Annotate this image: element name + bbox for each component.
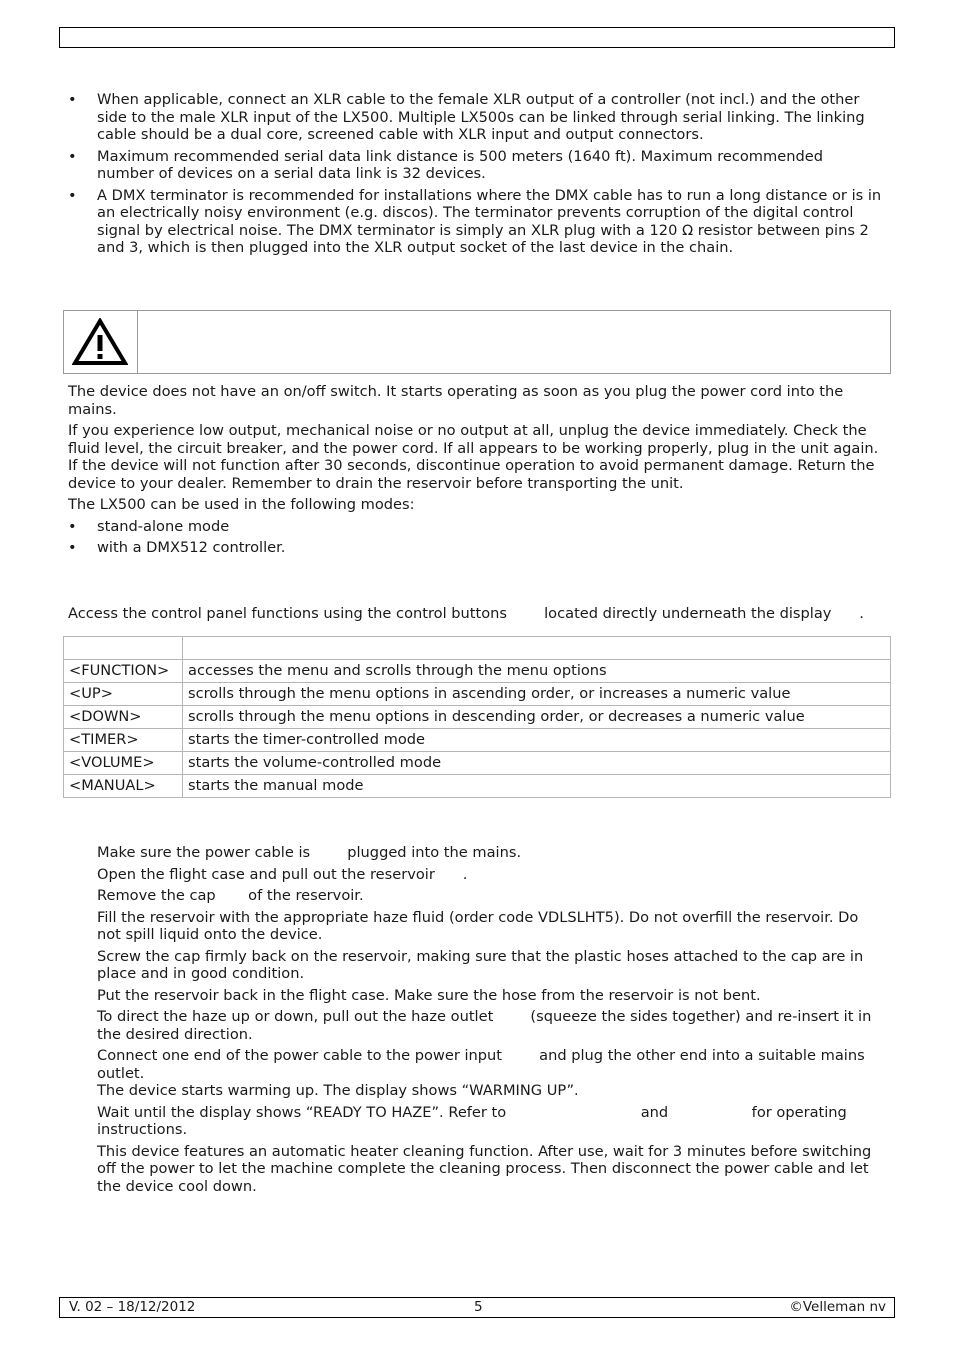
list-item xyxy=(68,91,883,144)
table-row xyxy=(64,729,891,752)
bullet-list-dmx xyxy=(68,91,883,261)
list-item-text: stand-alone mode xyxy=(97,517,230,535)
list-item xyxy=(68,187,883,257)
header-box xyxy=(59,27,895,48)
table-row xyxy=(64,706,891,729)
list-item-text: A DMX terminator is recommended for installations where the DMX cable has to run a long distance or is in an electrically noisy environment (e.g. discos). The terminator prevents corruption of the digital control signal by electrical noise. The DMX terminator is simply an XLR plug with a 120 Ω resistor between pins 2 and 3, which is then plugged into the XLR output socket of the last device in the chain. xyxy=(97,186,882,256)
table-cell-desc: starts the manual mode xyxy=(183,775,891,798)
bullet-dot: • xyxy=(68,186,77,204)
list-item xyxy=(68,148,883,183)
step-item: Wait until the display shows “READY TO HAZE”. Refer to and for operating instructions. xyxy=(97,1103,852,1138)
step-item: Connect one end of the power cable to the power input and plug the other end into a suitable mains outlet. The device starts warming up. The display shows “WARMING UP”. xyxy=(97,1047,865,1099)
step-item: Remove the cap of the reservoir. xyxy=(97,887,364,904)
list-item-text: Maximum recommended serial data link distance is 500 meters (1640 ft). Maximum recommended number of devices on a serial data link is 32 devices. xyxy=(97,147,823,182)
control-table xyxy=(63,636,891,798)
bullet-dot: • xyxy=(68,147,77,165)
table-row xyxy=(64,775,891,798)
setup-steps xyxy=(68,844,883,1199)
table-cell-key: <MANUAL> xyxy=(64,775,183,798)
step-item: This device features an automatic heater cleaning function. After use, wait for 3 minutes before switching off the power to let the machine complete the cleaning process. Then disconnect the power cable and let the device cool down. xyxy=(97,1142,872,1195)
table-header-cell xyxy=(183,637,891,660)
footer-copyright: ©Velleman nv xyxy=(789,1299,886,1315)
paragraph: If you experience low output, mechanical noise or no output at all, unplug the device immediately. Check the fluid level, the circuit breaker, and the power cord. If all appears to be working properly, plug in the unit again. If the device will not function after 30 seconds, discontinue operation to avoid permanent damage. Return the device to your dealer. Remember to drain the reservoir before transporting the unit. xyxy=(68,422,879,492)
table-cell-desc: scrolls through the menu options in descending order, or decreases a numeric value xyxy=(183,706,891,729)
bullet-dot: • xyxy=(68,517,77,535)
paragraph: The device does not have an on/off switch. It starts operating as soon as you plug the power cord into the mains. xyxy=(68,383,844,418)
footer-page-number: 5 xyxy=(474,1299,483,1315)
operation-section xyxy=(68,383,883,561)
warning-triangle-icon xyxy=(72,318,128,366)
warning-icon-cell xyxy=(64,311,138,373)
control-intro: Access the control panel functions using the control buttons located directly underneath the display . xyxy=(68,605,864,622)
table-cell-key: <DOWN> xyxy=(64,706,183,729)
bullet-dot: • xyxy=(68,539,77,556)
table-row xyxy=(64,752,891,775)
footer xyxy=(59,1297,895,1318)
step-item: Put the reservoir back in the flight case. Make sure the hose from the reservoir is not bent. xyxy=(97,986,761,1004)
step-item: Open the flight case and pull out the reservoir . xyxy=(97,865,468,883)
list-item xyxy=(68,518,883,536)
step-item: Fill the reservoir with the appropriate haze fluid (order code VDLSLHT5). Do not overfill the reservoir. Do not spill liquid onto the device. xyxy=(97,908,859,943)
table-cell-desc: accesses the menu and scrolls through the menu options xyxy=(183,660,891,683)
paragraph: The LX500 can be used in the following modes: xyxy=(68,496,415,513)
table-row xyxy=(64,683,891,706)
list-item xyxy=(68,539,883,557)
list-item-text: with a DMX512 controller. xyxy=(97,539,286,556)
table-cell-key: <VOLUME> xyxy=(64,752,183,775)
table-cell-key: <UP> xyxy=(64,683,183,706)
table-header-cell xyxy=(64,637,183,660)
step-item: To direct the haze up or down, pull out the haze outlet (squeeze the sides together) and re-insert it in the desired direction. xyxy=(97,1008,876,1043)
step-item: Screw the cap firmly back on the reservoir, making sure that the plastic hoses attached to the cap are in place and in good condition. xyxy=(97,947,864,982)
warning-box xyxy=(63,310,891,374)
table-cell-desc: scrolls through the menu options in ascending order, or increases a numeric value xyxy=(183,683,891,706)
table-cell-key: <FUNCTION> xyxy=(64,660,183,683)
table-row xyxy=(64,660,891,683)
table-header-row xyxy=(64,637,891,660)
table-cell-desc: starts the volume-controlled mode xyxy=(183,752,891,775)
bullet-dot: • xyxy=(68,91,77,108)
table-cell-key: <TIMER> xyxy=(64,729,183,752)
table-cell-desc: starts the timer-controlled mode xyxy=(183,729,891,752)
step-item: Make sure the power cable is plugged into the mains. xyxy=(97,844,522,861)
list-item-text: When applicable, connect an XLR cable to the female XLR output of a controller (not incl.) and the other side to the male XLR input of the LX500. Multiple LX500s can be linked through serial linking. The linking cable should be a dual core, screened cable with XLR input and output connectors. xyxy=(97,91,865,143)
footer-version: V. 02 – 18/12/2012 xyxy=(69,1299,196,1315)
